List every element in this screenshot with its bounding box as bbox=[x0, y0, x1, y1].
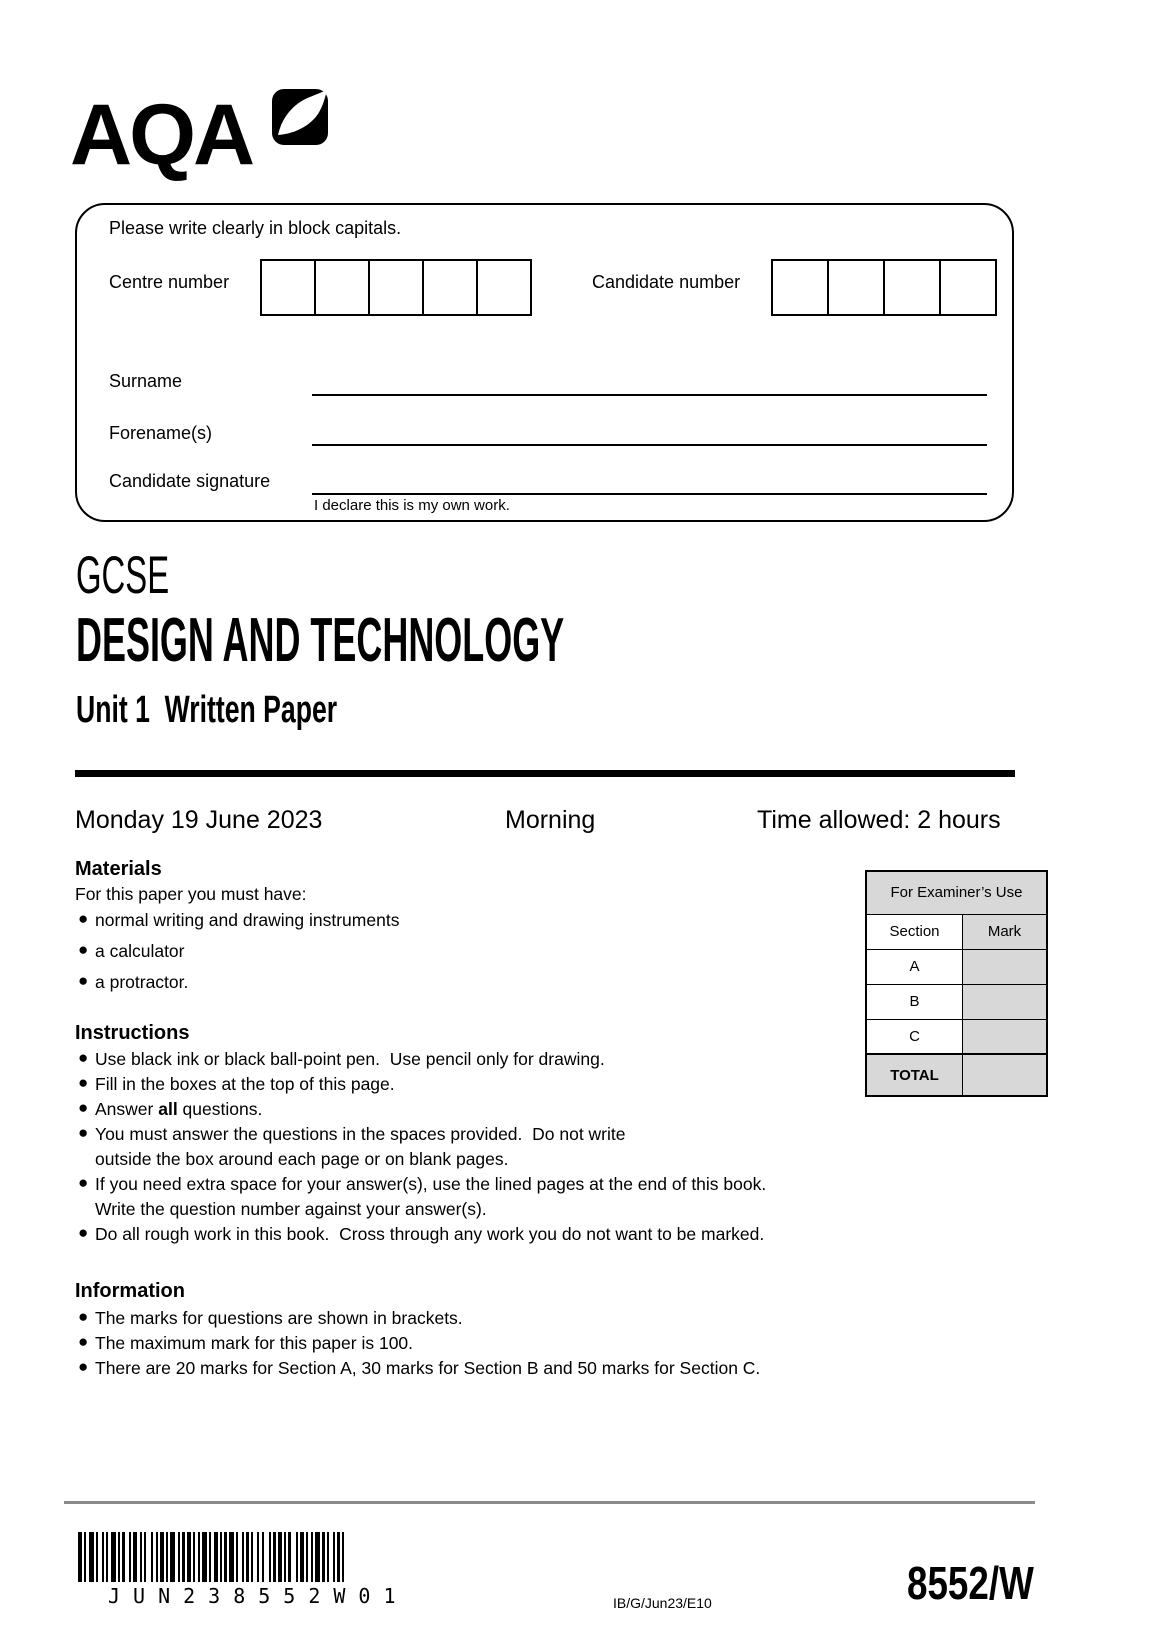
candidate-number-label: Candidate number bbox=[592, 272, 741, 292]
centre-number-cell[interactable] bbox=[260, 259, 316, 316]
candidate-number-cell[interactable] bbox=[939, 259, 997, 316]
bullet-icon: ● bbox=[78, 1332, 89, 1351]
candidate-number-cell[interactable] bbox=[771, 259, 829, 316]
examiner-row-section-c: C bbox=[866, 1019, 963, 1054]
bullet-icon: ● bbox=[78, 1223, 89, 1242]
unit-title: Unit 1 Written Paper bbox=[76, 689, 338, 731]
instruction-item-3-post: questions. bbox=[177, 1099, 263, 1119]
centre-number-boxes bbox=[260, 259, 532, 316]
surname-input[interactable] bbox=[312, 394, 987, 396]
examiner-use-table bbox=[865, 870, 1048, 1097]
examiner-col-section: Section bbox=[866, 914, 963, 949]
information-heading: Information bbox=[75, 1280, 185, 1302]
examiner-table-title: For Examiner’s Use bbox=[866, 871, 1047, 914]
declaration-note: I declare this is my own work. bbox=[314, 497, 510, 514]
instruction-item-3-bold: all bbox=[158, 1099, 178, 1119]
centre-number-label: Centre number bbox=[109, 272, 230, 292]
bullet-icon: ● bbox=[78, 1357, 89, 1376]
exam-paper-front-page: AQA Please write clearly in block capitals. Centre number Candidate number Surname Forename(s) Candidate signature I declare this is my own work. GCSE DESIGN AND TECHNOLOGY Unit 1 Written Paper Monday 19 June 2023 Morning Time allowed: 2 hours Materials For this paper you must have: ● normal writing and drawing instruments ● a calculator ● a protractor. For Examiner’s Use Section Mark A B C TOTAL Instructions ● Use black ink or black ball-point pen. Use pencil only for drawing. ● Fill in the boxes at the top of this page. ● Answer all questions. ● You must answer the questions in the spaces provided. Do not write outside the box around each page or on blank pages. ● If you need extra space for your answer(s), use the lined pages at the end of this book. Write the question number against your answer(s). ● Do all rough work in this book. Cross through any work you do not want to be marked. Information ● The marks for questions are shown in brackets. ● The maximum mark for this paper is 100. ● There are 20 marks for Section A, 30 marks for Section B and 50 marks for Section C. JUN238552W01 IB/G/Jun23/E10 8552/W bbox=[0, 0, 1158, 1637]
examiner-mark-cell-c bbox=[963, 1019, 1048, 1054]
examiner-mark-cell-a bbox=[963, 949, 1048, 984]
time-allowed: Time allowed: 2 hours bbox=[757, 806, 1001, 834]
title-divider-rule bbox=[75, 770, 1015, 777]
exam-date: Monday 19 June 2023 bbox=[75, 806, 323, 834]
forenames-label: Forename(s) bbox=[109, 423, 213, 443]
barcode-text: JUN238552W01 bbox=[108, 1584, 409, 1608]
bullet-icon: ● bbox=[78, 1048, 89, 1067]
exam-session: Morning bbox=[505, 806, 596, 834]
examiner-total-label: TOTAL bbox=[866, 1054, 963, 1096]
signature-input[interactable] bbox=[312, 493, 987, 495]
surname-label: Surname bbox=[109, 371, 183, 391]
candidate-number-cell[interactable] bbox=[827, 259, 885, 316]
aqa-leaf-icon bbox=[272, 89, 328, 145]
candidate-number-boxes bbox=[771, 259, 997, 316]
bullet-icon: ● bbox=[78, 1073, 89, 1092]
signature-label: Candidate signature bbox=[109, 471, 271, 491]
instruction-item-4-continued: outside the box around each page or on blank pages. bbox=[95, 1149, 509, 1169]
instructions-heading: Instructions bbox=[75, 1022, 190, 1044]
examiner-col-mark: Mark bbox=[963, 914, 1048, 949]
centre-number-cell[interactable] bbox=[368, 259, 424, 316]
candidate-number-cell[interactable] bbox=[883, 259, 941, 316]
examiner-row-section-a: A bbox=[866, 949, 963, 984]
instruction-item-3-pre: Answer bbox=[95, 1099, 159, 1119]
footer-divider-rule bbox=[64, 1501, 1035, 1504]
bullet-icon: ● bbox=[78, 1123, 89, 1142]
bullet-icon: ● bbox=[78, 1307, 89, 1326]
centre-number-cell[interactable] bbox=[476, 259, 532, 316]
subject-title: DESIGN AND TECHNOLOGY bbox=[76, 606, 565, 675]
bullet-icon: ● bbox=[78, 1098, 89, 1117]
bullet-icon: ● bbox=[78, 940, 89, 959]
forenames-input[interactable] bbox=[312, 444, 987, 446]
bullet-icon: ● bbox=[78, 909, 89, 928]
aqa-logo-text: AQA bbox=[70, 87, 253, 183]
centre-number-cell[interactable] bbox=[422, 259, 478, 316]
materials-heading: Materials bbox=[75, 858, 162, 880]
qualification-title: GCSE bbox=[76, 546, 170, 605]
bullet-icon: ● bbox=[78, 1173, 89, 1192]
paper-reference-code: IB/G/Jun23/E10 bbox=[613, 1595, 712, 1611]
centre-number-cell[interactable] bbox=[314, 259, 370, 316]
barcode bbox=[78, 1532, 453, 1582]
candidate-details-box bbox=[75, 203, 1014, 522]
block-capitals-note: Please write clearly in block capitals. bbox=[109, 218, 402, 238]
instruction-item-5-continued: Write the question number against your answer(s). bbox=[95, 1199, 487, 1219]
paper-code: 8552/W bbox=[907, 1557, 1034, 1609]
examiner-mark-cell-b bbox=[963, 984, 1048, 1019]
bullet-icon: ● bbox=[78, 971, 89, 990]
materials-intro: For this paper you must have: bbox=[75, 884, 307, 904]
examiner-row-section-b: B bbox=[866, 984, 963, 1019]
examiner-total-mark-cell bbox=[963, 1054, 1048, 1096]
